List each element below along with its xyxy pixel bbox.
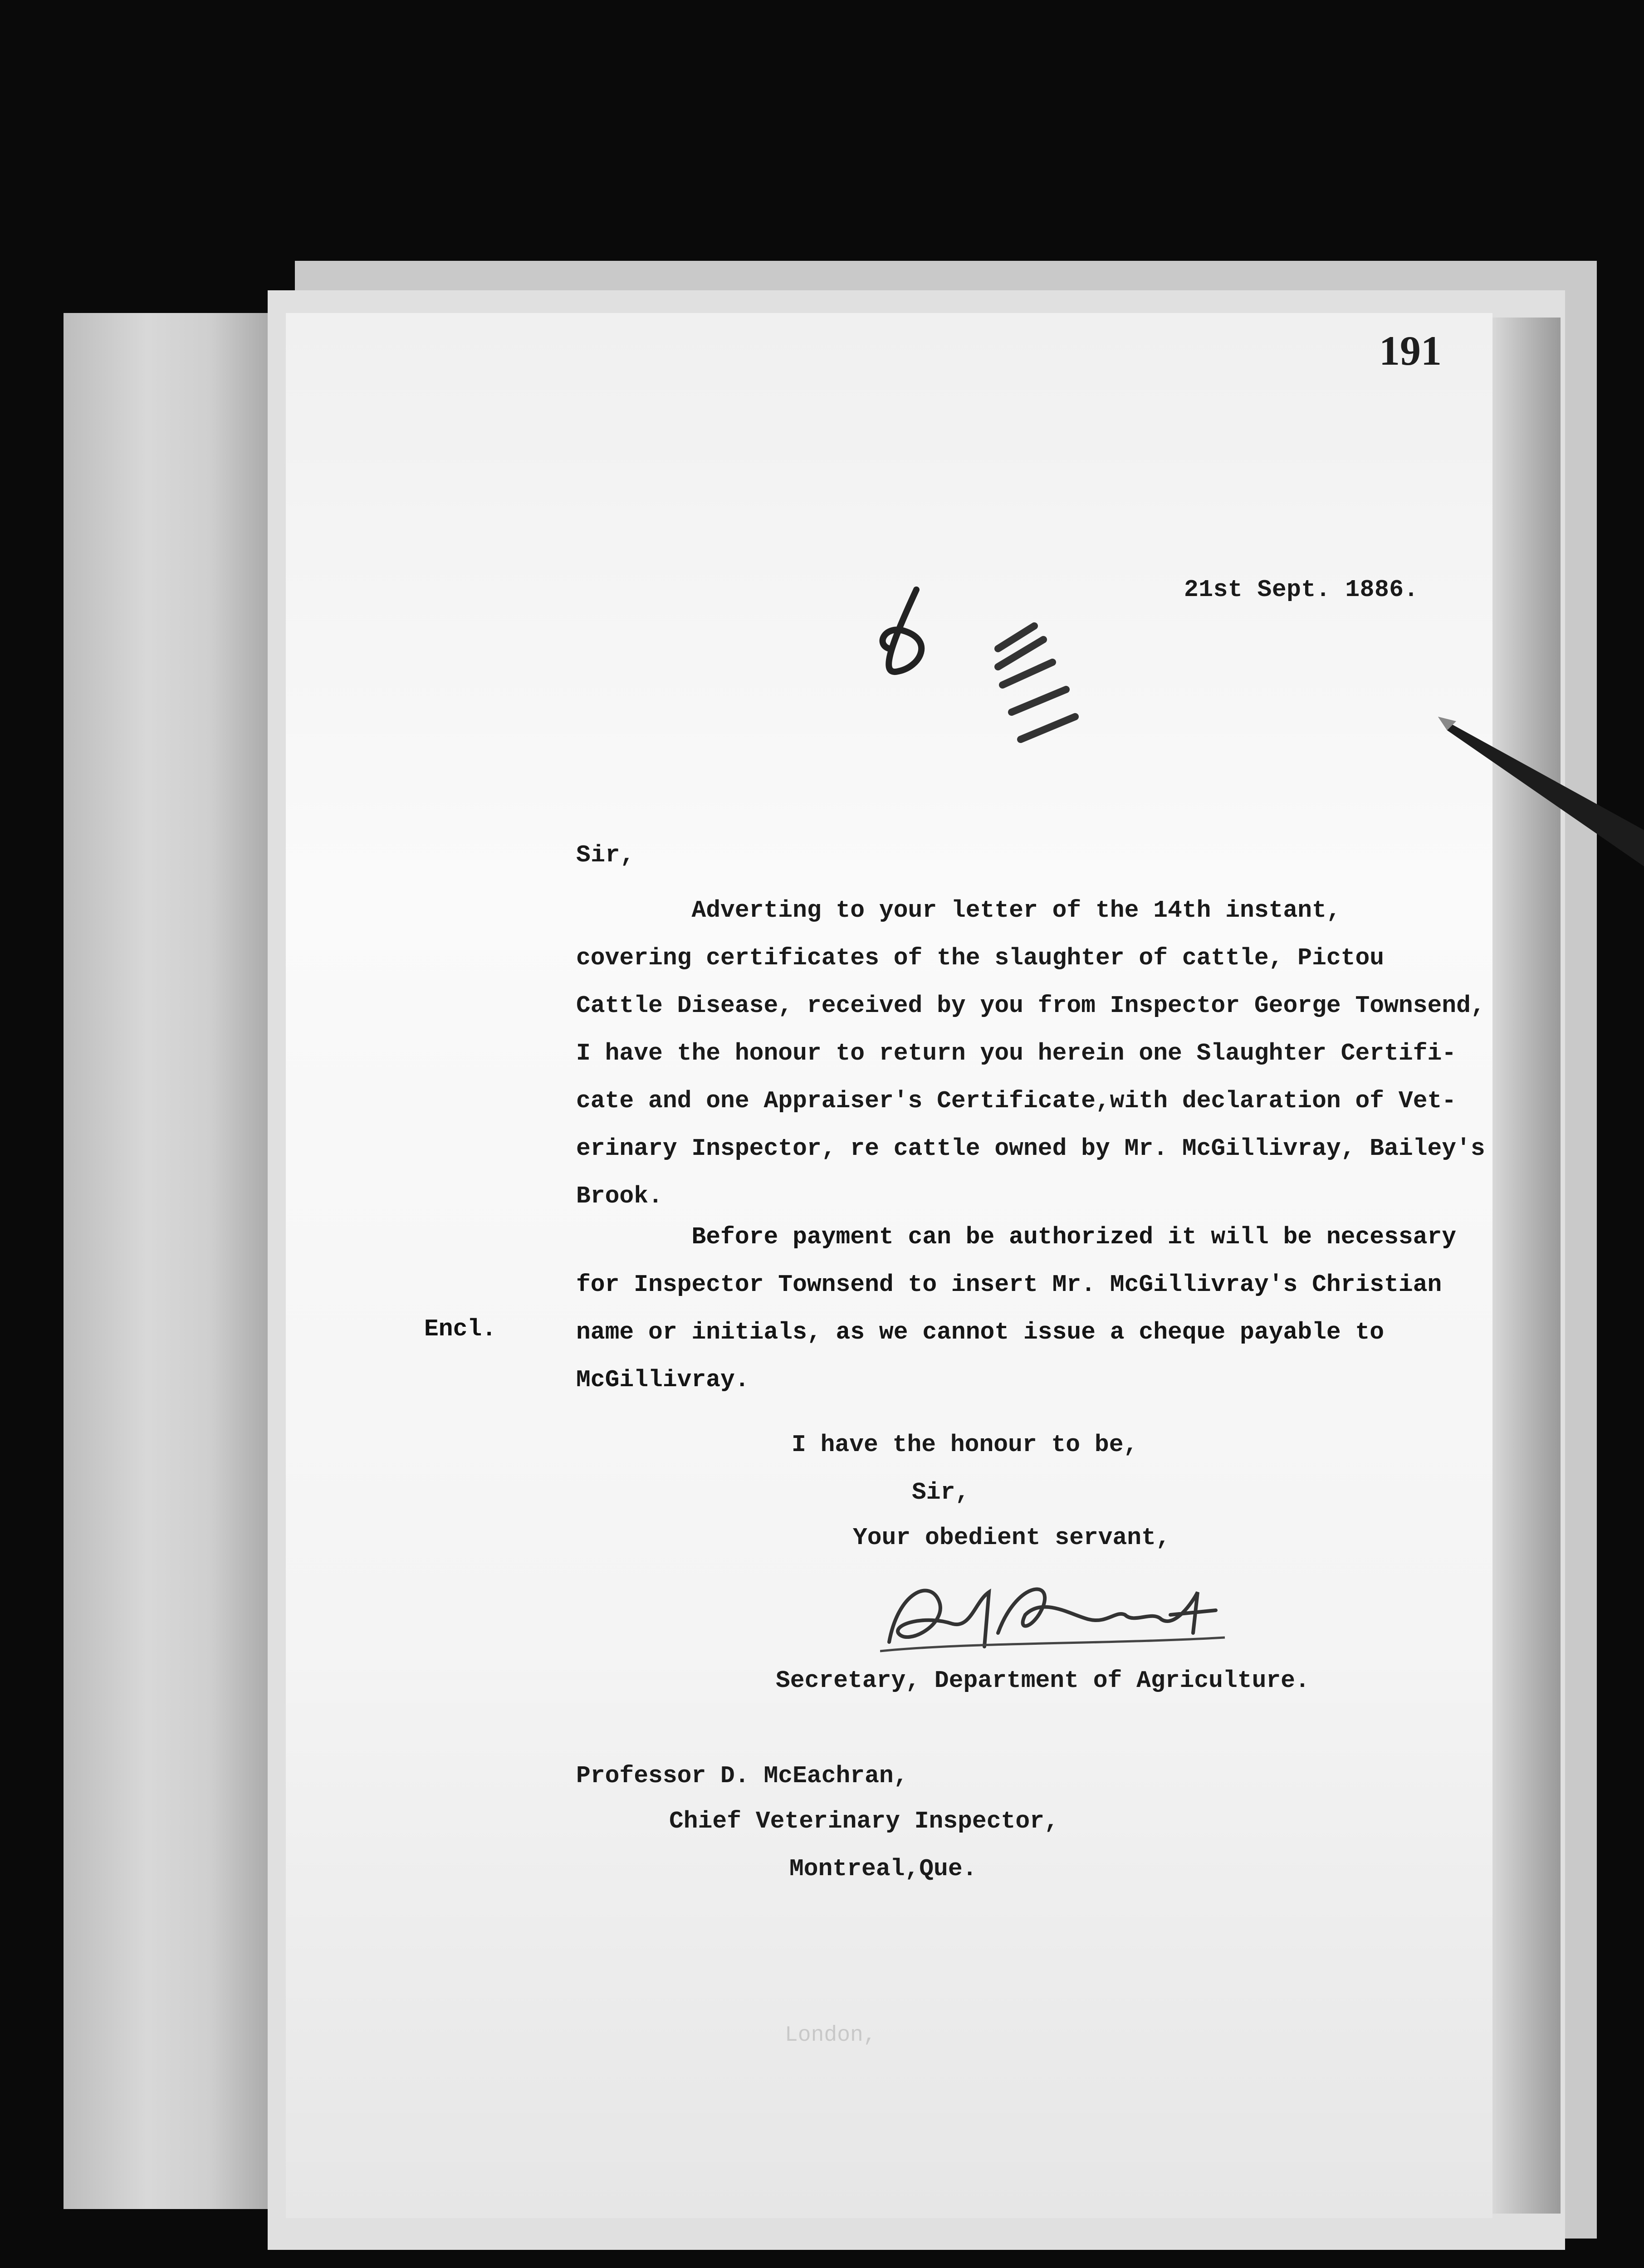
paragraph-line: Cattle Disease, received by you from Inspector George Townsend, xyxy=(576,992,1485,1019)
addressee-title: Chief Veterinary Inspector, xyxy=(669,1808,1059,1835)
pen-tip xyxy=(1438,712,1644,869)
page-number: 191 xyxy=(1379,327,1442,374)
paragraph-one xyxy=(576,887,1485,1220)
paragraph-line: covering certificates of the slaughter of cattle, Pictou xyxy=(576,944,1385,972)
handwritten-signature xyxy=(880,1565,1234,1667)
bleed-through-text: London, xyxy=(785,2023,876,2048)
paragraph-line: McGillivray. xyxy=(576,1366,749,1393)
paragraph-two xyxy=(576,1213,1456,1404)
addressee-name: Professor D. McEachran, xyxy=(576,1762,908,1789)
signature-title: Secretary, Department of Agriculture. xyxy=(776,1667,1310,1694)
paragraph-line: Before payment can be authorized it will be necessary xyxy=(576,1223,1457,1251)
paragraph-line: I have the honour to return you herein one Slaughter Certifi- xyxy=(576,1040,1457,1067)
paragraph-line: cate and one Appraiser's Certificate,with declaration of Vet- xyxy=(576,1087,1457,1114)
closing-line-3: Your obedient servant, xyxy=(853,1524,1170,1551)
paragraph-line: for Inspector Townsend to insert Mr. McGillivray's Christian xyxy=(576,1271,1442,1298)
left-folded-strip xyxy=(64,313,272,2209)
salutation: Sir, xyxy=(576,841,635,869)
addressee-city: Montreal,Que. xyxy=(789,1855,977,1882)
pencil-marks xyxy=(862,576,1116,769)
enclosure-note: Encl. xyxy=(424,1315,497,1343)
closing-line-1: I have the honour to be, xyxy=(792,1431,1138,1458)
paragraph-line: erinary Inspector, re cattle owned by Mr. McGillivray, Bailey's xyxy=(576,1135,1485,1162)
page-shadow xyxy=(1492,318,1561,2214)
paragraph-line: name or initials, as we cannot issue a cheque payable to xyxy=(576,1319,1385,1346)
paragraph-line: Adverting to your letter of the 14th instant, xyxy=(576,897,1341,924)
closing-line-2: Sir, xyxy=(912,1479,970,1506)
letter-date: 21st Sept. 1886. xyxy=(1184,576,1419,603)
paragraph-line: Brook. xyxy=(576,1183,663,1210)
